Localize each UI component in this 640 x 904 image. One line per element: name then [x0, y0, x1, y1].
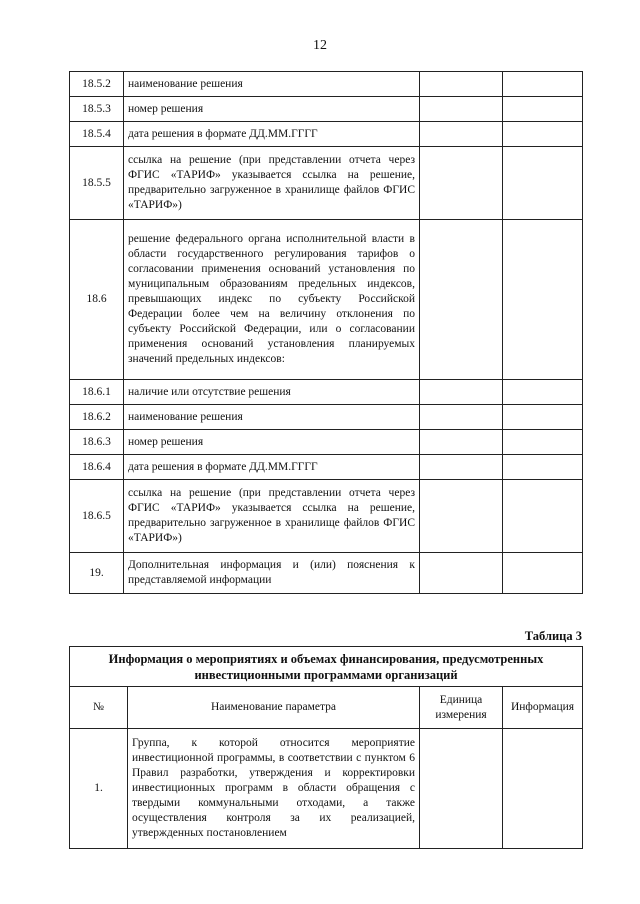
row-number: 19.	[70, 553, 124, 594]
row-info-cell	[503, 455, 583, 480]
row-parameter: наличие или отсутствие решения	[124, 380, 420, 405]
investment-table	[69, 646, 583, 849]
table-row	[70, 220, 583, 380]
row-unit-cell	[420, 729, 503, 849]
row-number: 18.6.3	[70, 430, 124, 455]
row-number: 1.	[70, 729, 128, 849]
row-info-cell	[503, 122, 583, 147]
table-row	[70, 729, 583, 849]
row-info-cell	[503, 147, 583, 220]
row-unit-cell	[420, 380, 503, 405]
row-unit-cell	[420, 405, 503, 430]
row-info-cell	[503, 97, 583, 122]
table-caption: Таблица 3	[524, 629, 582, 643]
row-number: 18.6.1	[70, 380, 124, 405]
row-info-cell	[503, 220, 583, 380]
table-row	[70, 553, 583, 594]
table-row	[70, 455, 583, 480]
header-info: Информация	[503, 687, 583, 729]
row-unit-cell	[420, 122, 503, 147]
row-unit-cell	[420, 430, 503, 455]
table-row	[70, 380, 583, 405]
row-number: 18.6.4	[70, 455, 124, 480]
parameters-table	[69, 71, 583, 594]
table-row	[70, 122, 583, 147]
row-info-cell	[503, 380, 583, 405]
row-unit-cell	[420, 220, 503, 380]
row-number: 18.5.3	[70, 97, 124, 122]
table-header-row	[70, 687, 583, 729]
header-unit: Единица измерения	[420, 687, 503, 729]
row-parameter: решение федерального органа исполнительной власти в области государственного регулирования тарифов о согласовании применения оснований установления по муниципальным образованиям предельных индексов, превышающих индекс по субъекту Российской Федерации более чем на величину отклонения по субъекту Российской Федерации, или о согласовании применения оснований установления планируемых значений предельных индексов:	[124, 220, 420, 380]
row-unit-cell	[420, 147, 503, 220]
row-number: 18.5.5	[70, 147, 124, 220]
table-row	[70, 72, 583, 97]
row-parameter: ссылка на решение (при представлении отчета через ФГИС «ТАРИФ» указывается ссылка на решение, предварительно загруженное в хранилище файлов ФГИС «ТАРИФ»)	[124, 480, 420, 553]
table-title-row	[70, 647, 583, 687]
table-row	[70, 405, 583, 430]
row-number: 18.6	[70, 220, 124, 380]
row-parameter: номер решения	[124, 97, 420, 122]
row-unit-cell	[420, 97, 503, 122]
row-unit-cell	[420, 480, 503, 553]
row-parameter: дата решения в формате ДД.ММ.ГГГГ	[124, 455, 420, 480]
row-info-cell	[503, 430, 583, 455]
row-number: 18.6.5	[70, 480, 124, 553]
row-unit-cell	[420, 553, 503, 594]
page-number: 12	[313, 38, 327, 53]
row-parameter: Дополнительная информация и (или) пояснения к представляемой информации	[124, 553, 420, 594]
row-parameter: Группа, к которой относится мероприятие инвестиционной программы, в соответствии с пунктом 6 Правил разработки, утверждения и корректировки инвестиционных программ в области обращения с твердыми коммунальными отходами, а также осуществления контроля за их реализацией, утвержденных постановлением	[128, 729, 420, 849]
table-row	[70, 480, 583, 553]
row-parameter: номер решения	[124, 430, 420, 455]
header-param: Наименование параметра	[128, 687, 420, 729]
row-info-cell	[503, 405, 583, 430]
row-info-cell	[503, 480, 583, 553]
row-number: 18.5.2	[70, 72, 124, 97]
row-info-cell	[503, 729, 583, 849]
table-row	[70, 147, 583, 220]
table-row	[70, 97, 583, 122]
row-number: 18.5.4	[70, 122, 124, 147]
row-parameter: дата решения в формате ДД.ММ.ГГГГ	[124, 122, 420, 147]
table-row	[70, 430, 583, 455]
row-unit-cell	[420, 72, 503, 97]
row-number: 18.6.2	[70, 405, 124, 430]
row-parameter: ссылка на решение (при представлении отчета через ФГИС «ТАРИФ» указывается ссылка на решение, предварительно загруженное в хранилище файлов ФГИС «ТАРИФ»)	[124, 147, 420, 220]
row-parameter: наименование решения	[124, 405, 420, 430]
row-info-cell	[503, 72, 583, 97]
row-parameter: наименование решения	[124, 72, 420, 97]
row-info-cell	[503, 553, 583, 594]
row-unit-cell	[420, 455, 503, 480]
header-num: №	[70, 687, 128, 729]
table-title: Информация о мероприятиях и объемах финансирования, предусмотренных инвестиционными программами организаций	[70, 647, 583, 687]
